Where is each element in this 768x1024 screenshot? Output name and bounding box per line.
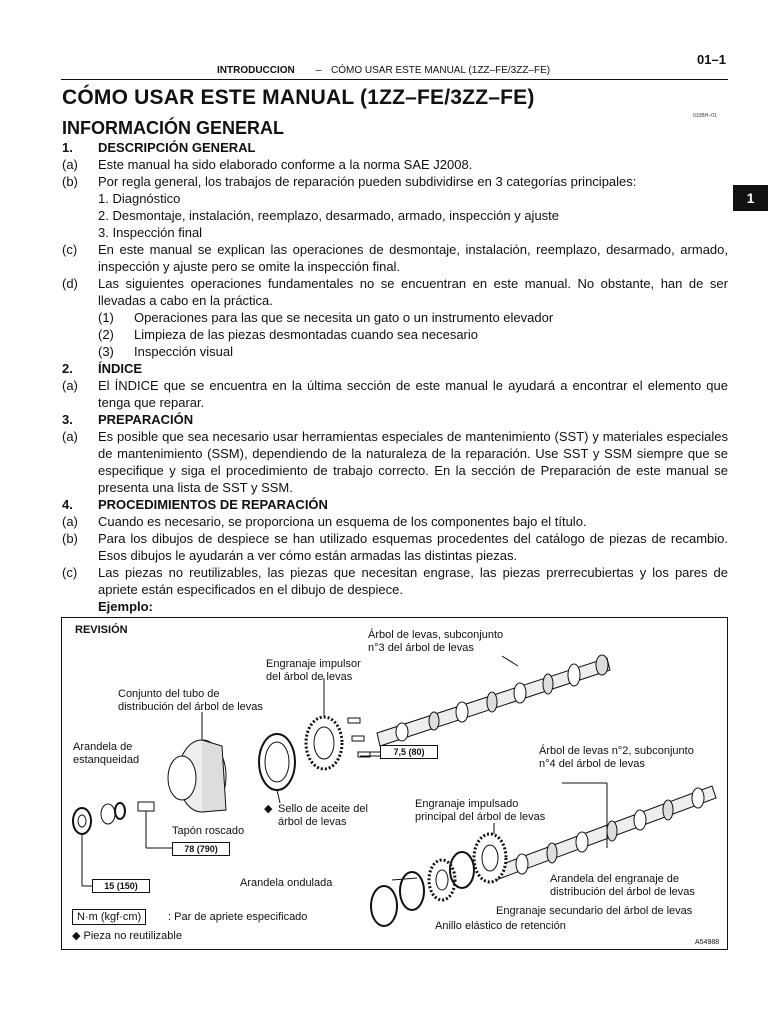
document-body — [62, 139, 728, 615]
example-label: Ejemplo: — [98, 599, 153, 614]
paragraph-1c: (c) En este manual se explican las operaciones de desmontaje, instalación, reemplazo, desarmado, armado, inspección y ajuste pero se omite la inspección final. — [62, 242, 728, 274]
legend-non-reusable: ◆ Pieza no reutilizable — [72, 930, 182, 942]
paragraph-1b: (b) Por regla general, los trabajos de reparación pueden subdividirse en 3 categorías principales: 1. Diagnóstico 2. Desmontaje, instalación, reemplazo, desarmado, armado, inspección y ajuste 3. Inspección final — [62, 173, 728, 241]
drive-gear-drawing — [306, 678, 342, 769]
page-number: 01–1 — [697, 52, 726, 67]
label-sub-gear: Engranaje secundario del árbol de levas — [496, 905, 693, 917]
exploded-diagram: REVISIÓN Árbol de levas, subconjunto n°3 del árbol de levas Engranaje impulsor del árbol de levas Conjunto del tubo de distribución del árbol de levas Arandela de estanqueidad Árbol de levas n°2, subconjunto n°4 del árbol de levas ◆ Sello de aceite del árbol de levas Tapón roscado Engranaje impulsado principal del árbol de levas Arandela ondulada Arandela del engranaje de distribución del árbol de levas Engranaje secundario del árbol de levas Anillo elástico de retención 7,5 (80) 78 (790) 15 (150) N·m (kgf·cm) : Par de apriete especificado ◆ Pieza no reutilizable A54988 — [61, 617, 728, 950]
torque-value: 7,5 (80) — [380, 745, 438, 759]
section-heading-1: 1. DESCRIPCIÓN GENERAL — [62, 140, 256, 155]
paragraph-4a: (a) Cuando es necesario, se proporciona un esquema de los componentes bajo el título. — [62, 514, 587, 529]
header-section: INTRODUCCION — [217, 65, 295, 76]
list-item: (2) Limpieza de las piezas desmontadas cuando sea necesario — [98, 327, 478, 342]
paragraph-2a: (a) El ÍNDICE que se encuentra en la última sección de este manual le ayudará a encontrar el elemento que tenga que reparar. — [62, 378, 728, 410]
gear-set-lower-drawing — [371, 823, 506, 926]
label-timing-tube: Conjunto del tubo de distribución del árbol de levas — [118, 688, 263, 713]
non-reusable-bullet: ◆ — [72, 930, 81, 942]
header-dash: – — [316, 65, 322, 76]
label-camshaft-2: Árbol de levas n°2, subconjunto n°4 del árbol de levas — [539, 745, 694, 770]
label-plug: Tapón roscado — [172, 825, 245, 837]
paragraph-1a: (a) Este manual ha sido elaborado conforme a la norma SAE J2008. — [62, 157, 473, 172]
page-subtitle: INFORMACIÓN GENERAL — [62, 118, 284, 138]
list-item: 2. Desmontaje, instalación, reemplazo, desarmado, armado, inspección y ajuste — [98, 208, 560, 223]
section-heading-2: 2. ÍNDICE — [62, 361, 143, 376]
oil-seal-drawing — [259, 734, 295, 803]
list-item: (1) Operaciones para las que se necesita un gato o un instrumento elevador — [98, 310, 554, 325]
label-gear-washer: Arandela del engranaje de distribución del árbol de levas — [550, 873, 695, 898]
label-driven-gear: Engranaje impulsado principal del árbol de levas — [415, 798, 546, 823]
section-heading-4: 4. PROCEDIMIENTOS DE REPARACIÓN — [62, 497, 328, 512]
label-wave-washer: Arandela ondulada — [240, 877, 333, 889]
reference-code: 010BH–01 — [693, 113, 717, 119]
legend-torque-text: : Par de apriete especificado — [168, 911, 308, 923]
list-item: 3. Inspección final — [98, 225, 203, 240]
list-item: (3) Inspección visual — [98, 344, 233, 359]
diagram-heading: REVISIÓN — [75, 624, 128, 636]
section-heading-3: 3. PREPARACIÓN — [62, 412, 194, 427]
plug-drawing — [73, 802, 172, 886]
torque-value: 78 (790) — [172, 842, 230, 856]
torque-value: 15 (150) — [92, 879, 150, 893]
paragraph-1d: (d) Las siguientes operaciones fundamentales no se encuentran en este manual. No obstante, han de ser llevadas a cabo en la práctica. (1) Operaciones para las que se necesita un gato o un instrumento elevador (2) Limpieza de las piezas desmontadas cuando sea necesario (3) Inspección visual — [62, 276, 728, 359]
camshaft-upper-drawing — [377, 655, 610, 746]
label-seal-washer: Arandela de estanqueidad — [73, 741, 140, 766]
paragraph-4b: (b) Para los dibujos de despiece se han utilizado esquemas procedentes del catálogo de piezas de recambio. Esos dibujos le ayudarán a ver cómo están armadas las distintas piezas. — [62, 531, 728, 563]
paragraph-4c: (c) Las piezas no reutilizables, las piezas que necesitan engrase, las piezas prerrecubiertas y los pares de apriete están especificados en el dibujo de despiece. Ejemplo: — [62, 565, 728, 614]
header-title: CÓMO USAR ESTE MANUAL (1ZZ–FE/3ZZ–FE) — [331, 65, 551, 76]
header-rule — [61, 79, 728, 80]
legend-unit-box: N·m (kgf·cm) — [72, 909, 146, 925]
label-snap-ring: Anillo elástico de retención — [435, 920, 566, 932]
list-item: 1. Diagnóstico — [98, 191, 181, 206]
diagram-artwork — [62, 618, 727, 949]
section-tab: 1 — [733, 185, 768, 211]
timing-tube-drawing — [168, 712, 226, 812]
non-reusable-bullet: ◆ — [264, 803, 273, 815]
figure-code: A54988 — [695, 939, 720, 946]
bolts-drawing — [348, 718, 380, 757]
running-header — [0, 52, 768, 80]
label-drive-gear: Engranaje impulsor del árbol de levas — [266, 658, 361, 683]
paragraph-3a: (a) Es posible que sea necesario usar herramientas especiales de mantenimiento (SST) y materiales especiales de mantenimiento (SSM), dependiendo de la naturaleza de la reparación. Use SST y SSM siempre que se especifique y siga el procedimiento de trabajo correcto. En la sección de Preparación de este manual se presenta una lista de SST y SSM. — [62, 429, 728, 495]
label-camshaft-3: Árbol de levas, subconjunto n°3 del árbol de levas — [368, 629, 504, 654]
page-title: CÓMO USAR ESTE MANUAL (1ZZ–FE/3ZZ–FE) — [62, 86, 535, 109]
